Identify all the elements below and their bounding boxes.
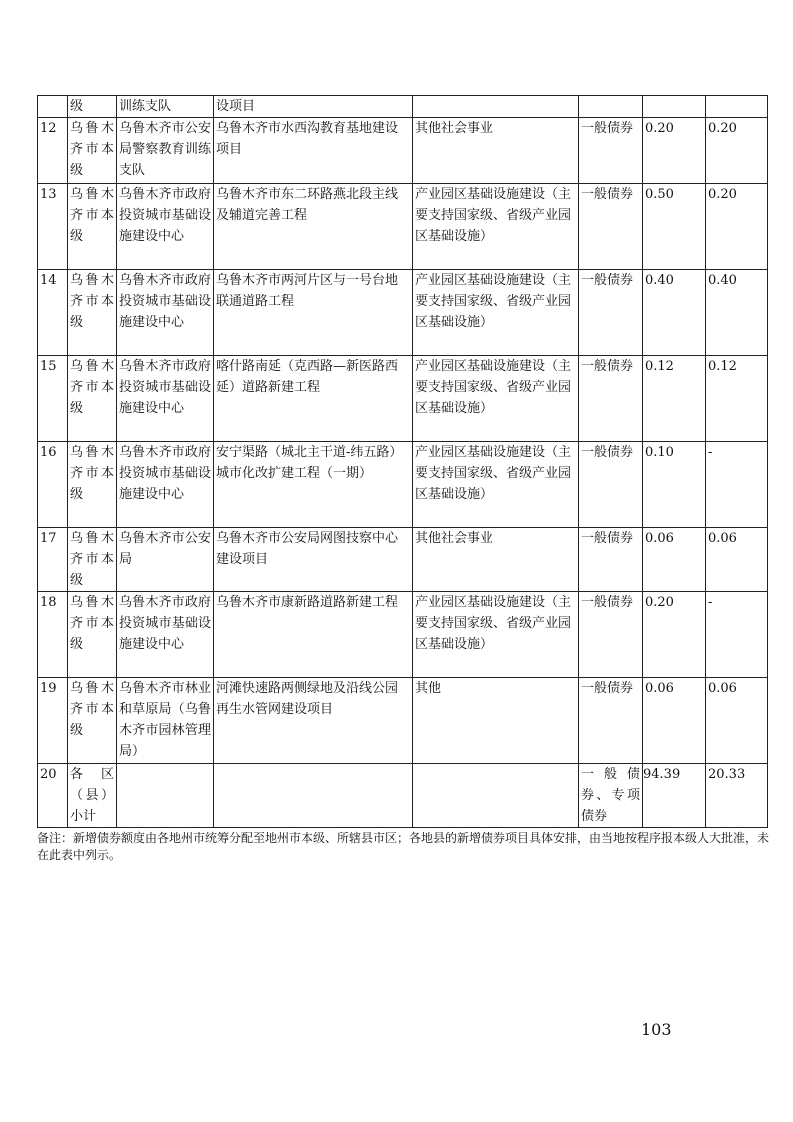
- cell-special: 0.20: [706, 184, 768, 270]
- table-row: [38, 442, 768, 528]
- cell-special: -: [706, 442, 768, 528]
- cell-unit: 乌鲁木齐市公安局: [117, 528, 214, 592]
- cell-no: 15: [38, 356, 68, 442]
- cell-project: 乌鲁木齐市公安局网图技察中心建设项目: [214, 528, 413, 592]
- cell-unit: 乌鲁木齐市政府投资城市基础设施建设中心: [117, 442, 214, 528]
- cell-amount: 94.39: [643, 764, 706, 828]
- table-row: [38, 184, 768, 270]
- cell-region: 各区（县）小计: [68, 764, 117, 828]
- cell-category: [413, 96, 579, 118]
- table-row: [38, 270, 768, 356]
- cell-bond-type: 一般债券: [579, 270, 643, 356]
- cell-special: 0.06: [706, 678, 768, 764]
- cell-no: 14: [38, 270, 68, 356]
- cell-amount: 0.12: [643, 356, 706, 442]
- cell-category: 产业园区基础设施建设（主要支持国家级、省级产业园区基础设施）: [413, 592, 579, 678]
- page-number: 103: [641, 1020, 672, 1039]
- cell-project: 喀什路南延（克西路—新医路西延）道路新建工程: [214, 356, 413, 442]
- cell-bond-type: 一般债券: [579, 528, 643, 592]
- table-row: [38, 678, 768, 764]
- cell-category: 其他: [413, 678, 579, 764]
- cell-amount: 0.20: [643, 592, 706, 678]
- cell-bond-type: 一般债券: [579, 118, 643, 184]
- cell-bond-type: 一般债券: [579, 356, 643, 442]
- cell-region: 乌鲁木齐市本级: [68, 592, 117, 678]
- cell-unit: 乌鲁木齐市政府投资城市基础设施建设中心: [117, 356, 214, 442]
- cell-category: [413, 764, 579, 828]
- cell-project: 设项目: [214, 96, 413, 118]
- cell-project: 安宁渠路（城北主干道-纬五路）城市化改扩建工程（一期）: [214, 442, 413, 528]
- cell-amount: 0.40: [643, 270, 706, 356]
- cell-region: 乌鲁木齐市本级: [68, 528, 117, 592]
- cell-no: 16: [38, 442, 68, 528]
- table-row: [38, 96, 768, 118]
- cell-project: 乌鲁木齐市东二环路燕北段主线及辅道完善工程: [214, 184, 413, 270]
- table-row: [38, 764, 768, 828]
- table-row: [38, 528, 768, 592]
- cell-bond-type: 一般债券: [579, 592, 643, 678]
- cell-amount: [643, 96, 706, 118]
- cell-category: 产业园区基础设施建设（主要支持国家级、省级产业园区基础设施）: [413, 270, 579, 356]
- cell-amount: 0.06: [643, 678, 706, 764]
- cell-region: 乌鲁木齐市本级: [68, 356, 117, 442]
- cell-category: 其他社会事业: [413, 118, 579, 184]
- cell-category: 产业园区基础设施建设（主要支持国家级、省级产业园区基础设施）: [413, 184, 579, 270]
- cell-bond-type: 一般债券: [579, 442, 643, 528]
- cell-no: [38, 96, 68, 118]
- cell-no: 17: [38, 528, 68, 592]
- cell-no: 20: [38, 764, 68, 828]
- cell-project: 乌鲁木齐市水西沟教育基地建设项目: [214, 118, 413, 184]
- cell-no: 13: [38, 184, 68, 270]
- cell-unit: 乌鲁木齐市政府投资城市基础设施建设中心: [117, 184, 214, 270]
- cell-bond-type: [579, 96, 643, 118]
- cell-unit: 训练支队: [117, 96, 214, 118]
- cell-bond-type: 一般债券、专项债券: [579, 764, 643, 828]
- cell-no: 19: [38, 678, 68, 764]
- cell-amount: 0.10: [643, 442, 706, 528]
- table-note: 备注：新增债券额度由各地州市统筹分配至地州市本级、所辖县市区；各地县的新增债券项目具体安排，由当地按程序报本级人大批准，未在此表中列示。: [37, 831, 770, 862]
- cell-unit: 乌鲁木齐市林业和草原局（乌鲁木齐市园林管理局）: [117, 678, 214, 764]
- cell-special: 0.06: [706, 528, 768, 592]
- table-row: [38, 356, 768, 442]
- cell-region: 乌鲁木齐市本级: [68, 270, 117, 356]
- cell-region: 级: [68, 96, 117, 118]
- cell-region: 乌鲁木齐市本级: [68, 184, 117, 270]
- cell-project: 乌鲁木齐市两河片区与一号台地联通道路工程: [214, 270, 413, 356]
- cell-project: [214, 764, 413, 828]
- cell-special: 0.40: [706, 270, 768, 356]
- cell-unit: 乌鲁木齐市公安局警察教育训练支队: [117, 118, 214, 184]
- cell-category: 产业园区基础设施建设（主要支持国家级、省级产业园区基础设施）: [413, 356, 579, 442]
- cell-project: 河滩快速路两侧绿地及沿线公园再生水管网建设项目: [214, 678, 413, 764]
- table-row: [38, 118, 768, 184]
- cell-category: 产业园区基础设施建设（主要支持国家级、省级产业园区基础设施）: [413, 442, 579, 528]
- cell-special: 20.33: [706, 764, 768, 828]
- cell-region: 乌鲁木齐市本级: [68, 118, 117, 184]
- cell-unit: [117, 764, 214, 828]
- cell-project: 乌鲁木齐市康新路道路新建工程: [214, 592, 413, 678]
- cell-special: 0.20: [706, 118, 768, 184]
- cell-unit: 乌鲁木齐市政府投资城市基础设施建设中心: [117, 270, 214, 356]
- table-row: [38, 592, 768, 678]
- cell-region: 乌鲁木齐市本级: [68, 678, 117, 764]
- cell-no: 12: [38, 118, 68, 184]
- cell-no: 18: [38, 592, 68, 678]
- cell-region: 乌鲁木齐市本级: [68, 442, 117, 528]
- cell-bond-type: 一般债券: [579, 184, 643, 270]
- cell-special: -: [706, 592, 768, 678]
- cell-unit: 乌鲁木齐市政府投资城市基础设施建设中心: [117, 592, 214, 678]
- cell-amount: 0.06: [643, 528, 706, 592]
- cell-special: [706, 96, 768, 118]
- cell-amount: 0.50: [643, 184, 706, 270]
- cell-special: 0.12: [706, 356, 768, 442]
- cell-amount: 0.20: [643, 118, 706, 184]
- bond-project-table: [37, 95, 768, 828]
- cell-category: 其他社会事业: [413, 528, 579, 592]
- cell-bond-type: 一般债券: [579, 678, 643, 764]
